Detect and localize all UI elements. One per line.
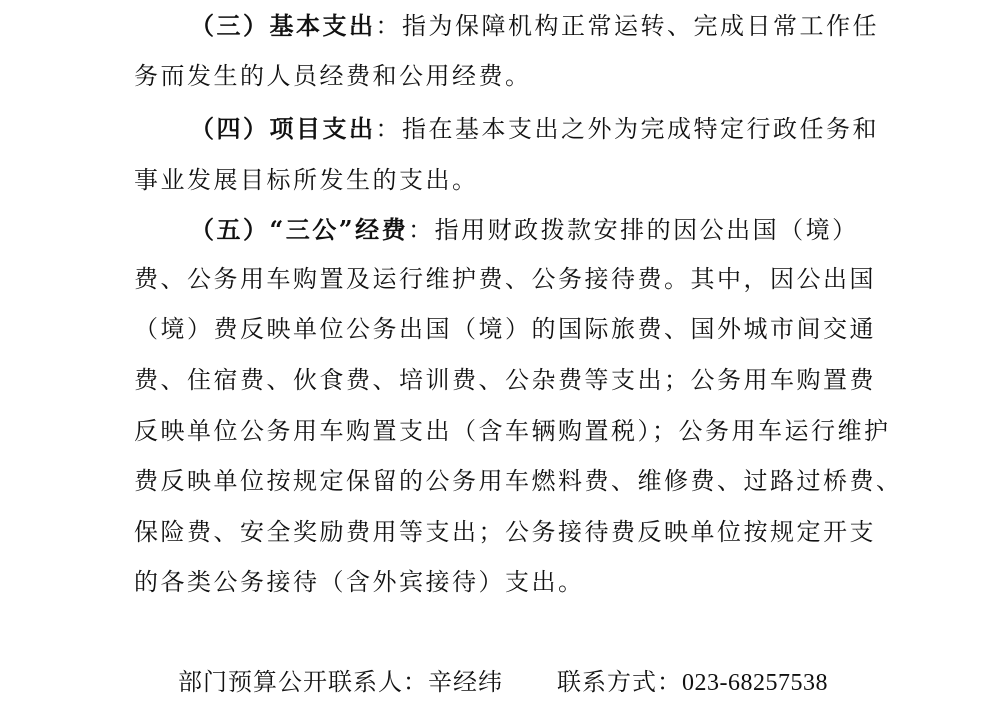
paragraph-3-line-1 (190, 12, 879, 40)
paragraph-5-line-5: 反映单位公务用车购置支出（含车辆购置税）；公务用车运行维护 (134, 417, 891, 445)
paragraph-3-heading: （三）基本支出 (190, 11, 376, 40)
paragraph-5-line-1 (190, 216, 859, 244)
paragraph-4-heading: （四）项目支出 (190, 114, 376, 143)
paragraph-4-line-2: 事业发展目标所发生的支出。 (134, 166, 479, 194)
paragraph-4-text-1: 指在基本支出之外为完成特定行政任务和 (402, 115, 879, 143)
paragraph-5-line-4: 费、住宿费、伙食费、培训费、公杂费等支出；公务用车购置费 (134, 366, 876, 394)
paragraph-5-line-2: 费、公务用车购置及运行维护费、公务接待费。其中，因公出国 (134, 265, 876, 293)
paragraph-5-line-3: （境）费反映单位公务出国（境）的国际旅费、国外城市间交通 (134, 315, 876, 343)
paragraph-5-text-1: 指用财政拨款安排的因公出国（境） (434, 216, 859, 244)
paragraph-5-line-6: 费反映单位按规定保留的公务用车燃料费、维修费、过路过桥费、 (134, 467, 903, 495)
contact-footer (178, 668, 828, 697)
phone-label: 联系方式： (557, 668, 682, 696)
contact-name: 辛经纬 (428, 668, 503, 696)
paragraph-5-heading: （五）“三公”经费 (190, 215, 409, 244)
paragraph-5-line-7: 保险费、安全奖励费用等支出；公务接待费反映单位按规定开支 (134, 518, 876, 546)
paragraph-5-colon: ： (408, 216, 435, 244)
phone-number: 023-68257538 (682, 670, 828, 696)
paragraph-3-colon: ： (375, 12, 402, 40)
contact-label: 部门预算公开联系人： (178, 668, 428, 696)
paragraph-3-line-2: 务而发生的人员经费和公用经费。 (134, 62, 532, 90)
paragraph-5-line-8: 的各类公务接待（含外宾接待）支出。 (134, 568, 585, 596)
paragraph-4-line-1 (190, 115, 879, 143)
paragraph-3-text-1: 指为保障机构正常运转、完成日常工作任 (402, 12, 879, 40)
paragraph-4-colon: ： (375, 115, 402, 143)
